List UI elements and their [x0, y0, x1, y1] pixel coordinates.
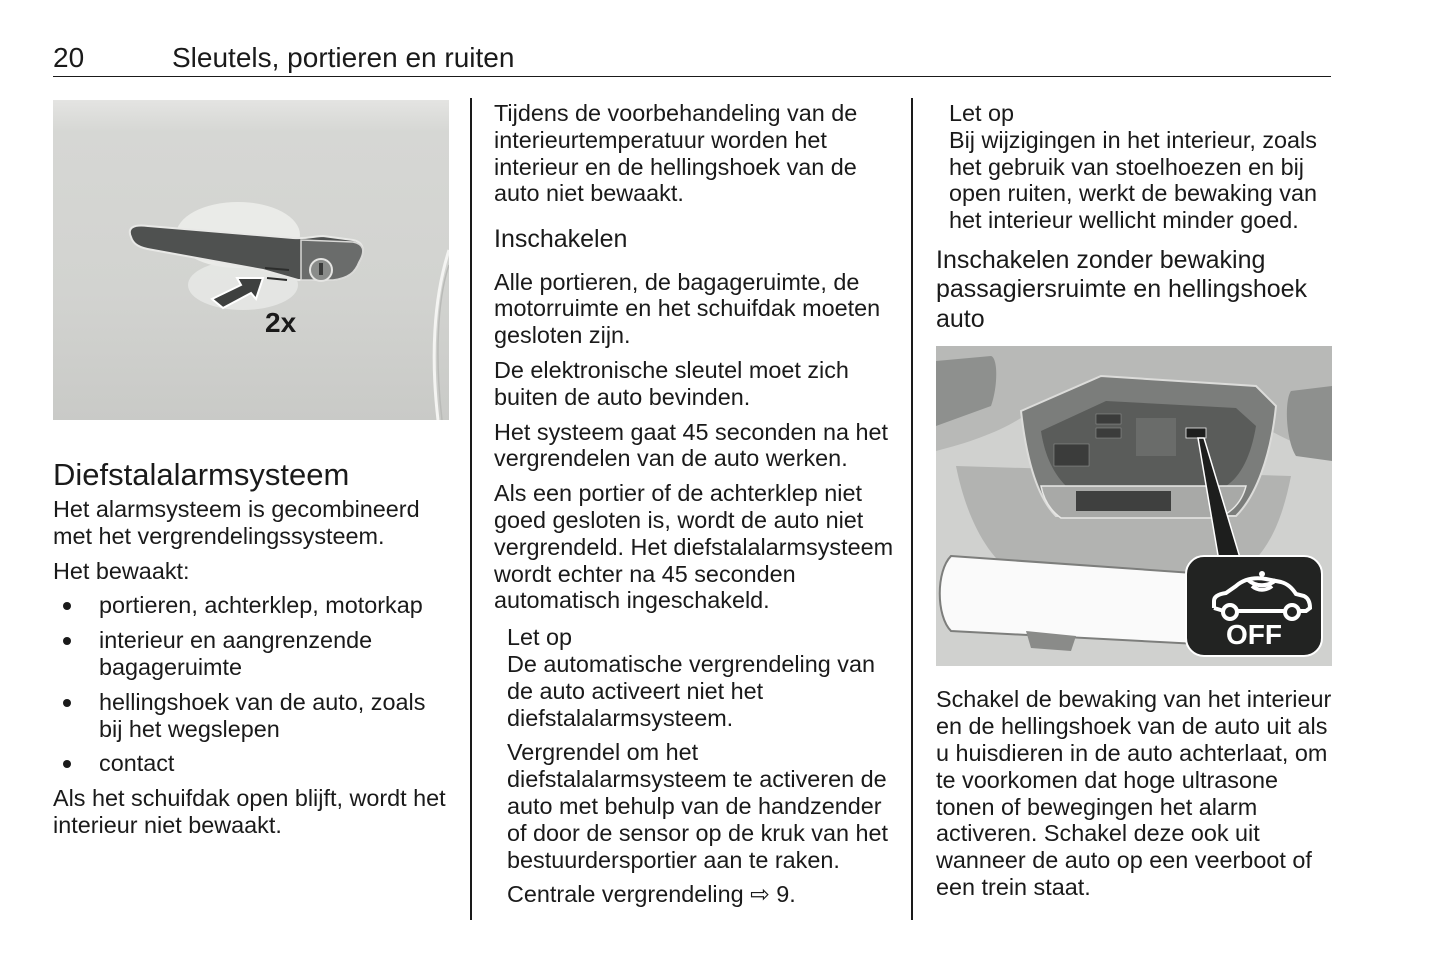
- column-divider: [470, 98, 472, 920]
- door-handle-illustration: [53, 100, 449, 420]
- body-paragraph: De elektronische sleutel moet zich buiten de auto bevinden.: [494, 357, 849, 410]
- reference-text: Centrale vergrendeling: [507, 881, 744, 908]
- off-badge-label: OFF: [1226, 619, 1282, 651]
- column-right: [936, 100, 1332, 901]
- column-middle: [494, 100, 894, 908]
- overhead-console-icon: [936, 346, 1332, 666]
- figure-label: 2x: [265, 307, 297, 338]
- monitored-items-list: [53, 592, 449, 777]
- column-left: [53, 100, 449, 839]
- page-header: [53, 40, 1331, 77]
- overhead-console-illustration: [936, 346, 1332, 666]
- preconditioning-paragraph: Tijdens de voorbehandeling van de interieurtemperatuur worden het interieur en de hellingshoek van de auto niet bewaakt.: [494, 100, 858, 207]
- page-number: 20: [53, 42, 85, 73]
- column-divider: [911, 98, 913, 920]
- sunroof-note: Als het schuifdak open blijft, wordt het interieur niet bewaakt.: [53, 785, 446, 838]
- cross-reference[interactable]: [507, 881, 894, 908]
- intro-paragraph: Het alarmsysteem is gecombineerd met het vergrendelingssysteem.: [53, 496, 420, 549]
- body-paragraph: Als een portier of de achterklep niet goed gesloten is, wordt de auto niet vergrendeld. Het diefstalalarmsysteem wordt echter na 45 seconden automatisch ingeschakeld.: [494, 480, 894, 614]
- body-paragraph: Het systeem gaat 45 seconden na het vergrendelen van de auto werken.: [494, 418, 888, 472]
- reference-page[interactable]: 9.: [776, 881, 796, 908]
- reference-arrow-icon: ⇨: [750, 881, 770, 908]
- list-item: interieur en aangrenzende bagageruimte: [53, 627, 449, 681]
- note-text: De automatische vergrendeling van de auto activeert niet het diefstalalarmsysteem.: [507, 651, 875, 731]
- section-heading: Inschakelen: [494, 225, 628, 254]
- monitors-label: Het bewaakt:: [53, 557, 190, 584]
- note-box: [936, 100, 1332, 234]
- note-activate-text: Vergrendel om het diefstalalarmsysteem te activeren de auto met behulp van de handzender of door de sensor op de kruk van het bestuurdersportier aan te raken.: [507, 739, 888, 873]
- chapter-title: Sleutels, portieren en ruiten: [172, 42, 515, 73]
- section-heading: Inschakelen zonder bewaking passagiersruimte en hellingshoek auto: [936, 245, 1308, 333]
- door-handle-icon: [53, 100, 449, 420]
- note-box: [494, 624, 894, 908]
- list-item: hellingshoek van de auto, zoals bij het wegslepen: [53, 689, 449, 743]
- note-title: Let op: [507, 624, 573, 651]
- note-title: Let op: [949, 100, 1015, 126]
- description-paragraph: Schakel de bewaking van het interieur en de hellingshoek van de auto uit als u huisdieren in de auto achterlaat, om te voorkomen dat hoge ultrasone tonen of bewegingen het alarm activeren. Schakel deze ook uit wanneer de auto op een veerboot of een trein staat.: [936, 686, 1332, 901]
- list-item: contact: [53, 750, 449, 777]
- body-paragraph: Alle portieren, de bagageruimte, de motorruimte en het schuifdak moeten gesloten zijn.: [494, 268, 881, 349]
- list-item: portieren, achterklep, motorkap: [53, 592, 449, 619]
- note-text: Bij wijzigingen in het interieur, zoals het gebruik van stoelhoezen en bij open ruiten, werkt de bewaking van het interieur wellicht minder goed.: [949, 126, 1317, 234]
- section-heading: Diefstalalarmsysteem: [53, 457, 350, 492]
